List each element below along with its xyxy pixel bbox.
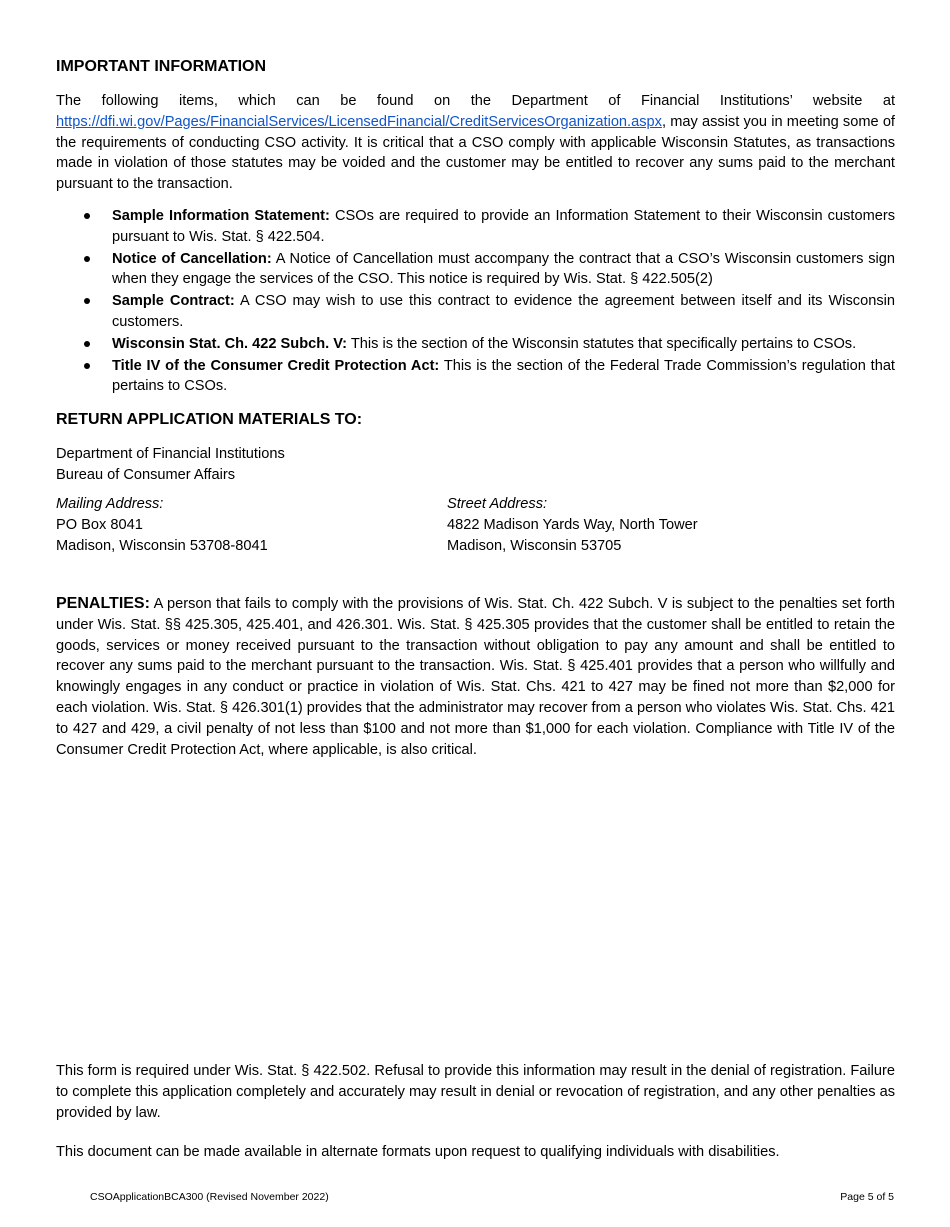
mailing-address-label: Mailing Address: <box>56 496 164 512</box>
important-information-heading: IMPORTANT INFORMATION <box>56 58 267 75</box>
penalties-title: PENALTIES: <box>56 595 150 612</box>
bullet-icon <box>84 341 90 347</box>
street-address-block <box>447 494 698 556</box>
intro-text-after-link: , may assist you in meeting some of the requirements of conducting CSO activity. It is critical that a CSO comply with applicable Wisconsin Statutes, as transactions made in violation of those statutes may be voided and the customer may be entitled to recover any sums paid to the merchant pursuant to the transaction. <box>56 113 895 193</box>
footer-form-id: CSOApplicationBCA300 (Revised November 2022) <box>90 1191 329 1203</box>
alternate-formats-notice: This document can be made available in alternate formats upon request to qualifying individuals with disabilities. <box>56 1144 780 1160</box>
intro-text-before-link: The following items, which can be found on the Department of Financial Institutions’ website at <box>56 93 895 109</box>
item-text: This is the section of the Wisconsin statutes that specifically pertains to CSOs. <box>347 335 857 352</box>
item-title: Notice of Cancellation: <box>112 250 272 267</box>
return-materials-heading: RETURN APPLICATION MATERIALS TO: <box>56 411 363 428</box>
information-items-list <box>56 206 895 398</box>
street-address-line2: Madison, Wisconsin 53705 <box>447 537 622 554</box>
item-title: Wisconsin Stat. Ch. 422 Subch. V: <box>112 335 348 352</box>
dfi-cso-link[interactable]: https://dfi.wi.gov/Pages/FinancialServices/LicensedFinancial/CreditServicesOrganization.aspx <box>56 113 662 130</box>
list-item <box>56 334 895 355</box>
mailing-address-line1: PO Box 8041 <box>56 516 143 533</box>
item-title: Sample Information Statement: <box>112 208 330 224</box>
street-address-line1: 4822 Madison Yards Way, North Tower <box>447 516 698 533</box>
item-text: A CSO may wish to use this contract to evidence the agreement between itself and its Wisconsin customers. <box>112 293 895 330</box>
item-title: Title IV of the Consumer Credit Protection Act: <box>112 357 440 374</box>
department-block <box>56 444 285 486</box>
form-required-notice: This form is required under Wis. Stat. § 422.502. Refusal to provide this information may result in the denial of registration. Failure to complete this application completely and accurately may result in denial or revocation of registration, and any other penalties as provided by law. <box>56 1063 895 1121</box>
mailing-address-block <box>56 494 268 556</box>
street-address-label: Street Address: <box>447 496 548 512</box>
item-text: A Notice of Cancellation must accompany the contract that a CSO’s Wisconsin customers sign when they engage the services of the CSO. This notice is required by Wis. Stat. § 422.505(2) <box>112 250 895 288</box>
mailing-address-line2: Madison, Wisconsin 53708-8041 <box>56 537 268 554</box>
penalties-text: A person that fails to comply with the provisions of Wis. Stat. Ch. 422 Subch. V is subject to the penalties set forth under Wis. Stat. §§ 425.305, 425.401, and 426.301. Wis. Stat. § 425.305 provides that the customer shall be entitled to retain the goods, services or money received pursuant to the transaction without obligation to pay any amount and shall be entitled to recover any sums paid to the merchant pursuant to the transaction. Wis. Stat. § 425.401 provides that a person who willfully and knowingly engages in any conduct or practice in violation of Wis. Stat. Chs. 421 to 427 may be fined not more than $2,000 for each violation. Wis. Stat. § 426.301(1) provides that the administrator may recover from a person who violates Wis. Stat. Chs. 421 to 427 and 429, a civil penalty of not less than $100 and not more than $1,000 for each violation. Compliance with Title IV of the Consumer Credit Protection Act, where applicable, is also critical. <box>56 596 895 758</box>
item-text: This is the section of the Federal Trade Commission’s regulation that pertains to CSOs. <box>112 357 895 395</box>
list-item <box>56 206 895 248</box>
penalties-paragraph <box>56 594 895 760</box>
bullet-icon <box>84 298 90 304</box>
intro-paragraph <box>56 91 895 195</box>
list-item <box>56 356 895 398</box>
list-item <box>56 249 895 291</box>
footer-page-number: Page 5 of 5 <box>840 1191 894 1203</box>
list-item <box>56 291 895 333</box>
item-text: CSOs are required to provide an Information Statement to their Wisconsin customers pursuant to Wis. Stat. § 422.504. <box>112 208 895 245</box>
item-title: Sample Contract: <box>112 293 235 310</box>
bureau-name: Bureau of Consumer Affairs <box>56 466 236 483</box>
bullet-icon <box>84 363 90 369</box>
bullet-icon <box>84 213 90 219</box>
department-name: Department of Financial Institutions <box>56 446 285 462</box>
bullet-icon <box>84 256 90 262</box>
